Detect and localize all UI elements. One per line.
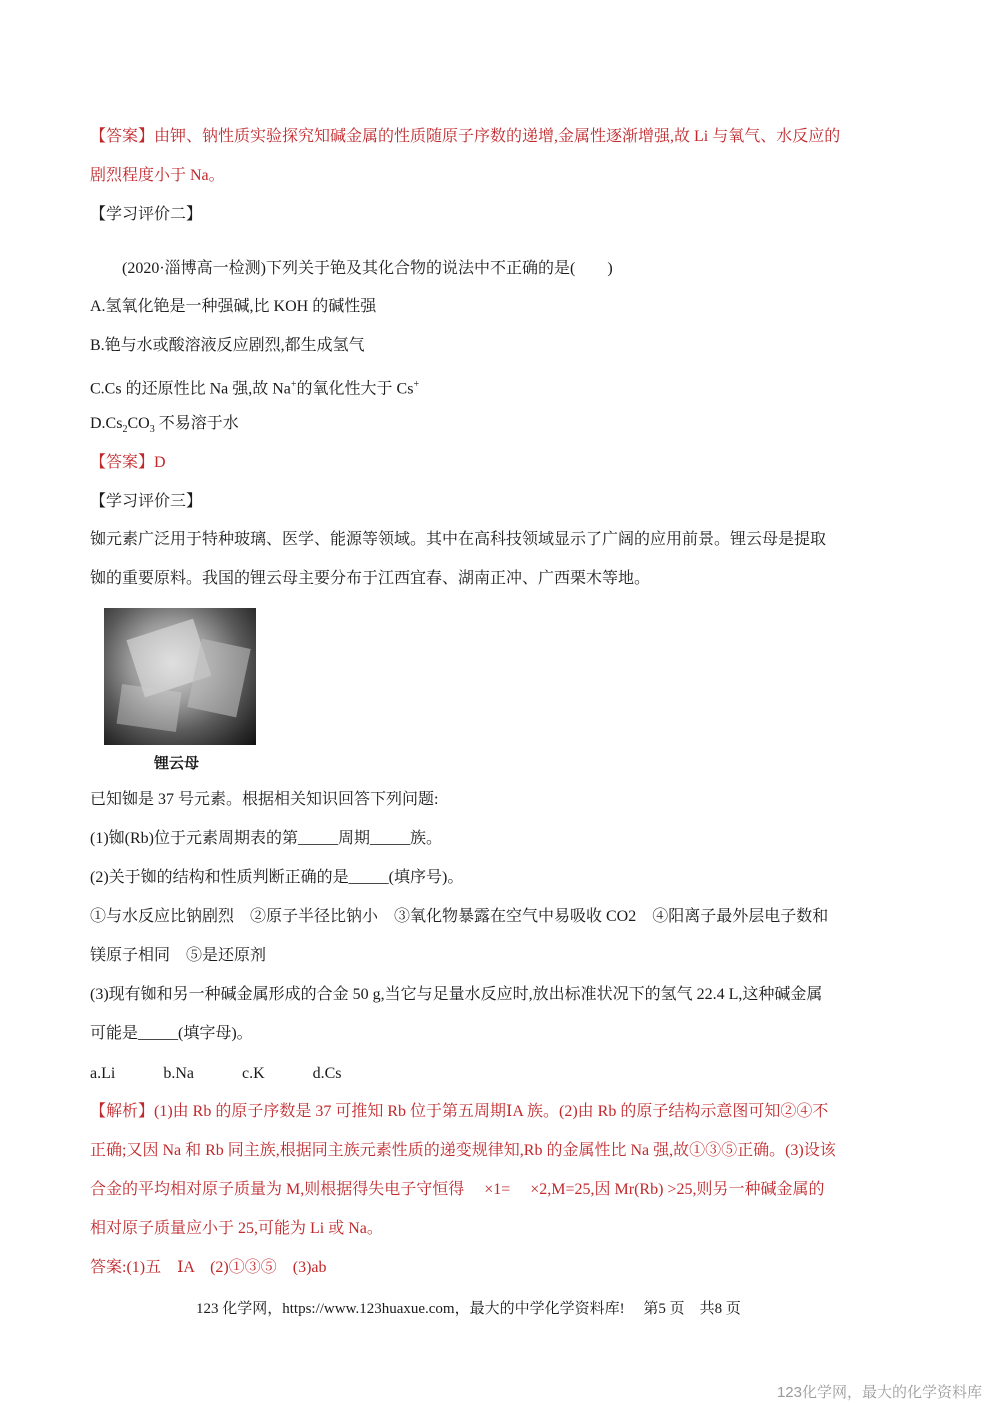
answer1-line2: 剧烈程度小于 Na。 (90, 167, 225, 184)
eval3-intro-line2: 铷的重要原料。我国的锂云母主要分布于江西宜春、湖南正冲、广西栗木等地。 (90, 570, 651, 587)
final-answer: 答案:(1)五 ⅠA (2)①③⑤ (3)ab (90, 1259, 327, 1276)
option-c-sup-2: + (413, 379, 420, 390)
option-c-sup-1: + (290, 379, 297, 390)
answer1-line1: 【答案】由钾、钠性质实验探究知碱金属的性质随原子序数的递增,金属性逐渐增强,故 Li 与氧气、水反应的 (90, 128, 841, 145)
photo-caption: 锂云母 (154, 755, 200, 772)
eval2-option-c (90, 373, 419, 401)
eval2-question: (2020·淄博高一检测)下列关于铯及其化合物的说法中不正确的是( ) (122, 260, 613, 277)
eval2-option-b: B.铯与水或酸溶液反应剧烈,都生成氢气 (90, 337, 365, 354)
eval2-option-d (90, 412, 239, 442)
analysis-line4: 相对原子质量应小于 25,可能为 Li 或 Na。 (90, 1220, 383, 1237)
option-c-text-2: 的氧化性大于 Cs (296, 380, 414, 398)
option-c-text-1: C.Cs 的还原性比 Na 强,故 Na (90, 380, 291, 398)
known-statement: 已知铷是 37 号元素。根据相关知识回答下列问题: (90, 791, 439, 808)
lepidolite-photo (104, 608, 256, 745)
option-d-text-2: CO (127, 415, 150, 432)
eval2-heading: 【学习评价二】 (90, 206, 203, 223)
analysis-line3: 合金的平均相对原子质量为 M,则根据得失电子守恒得 ×1= ×2,M=25,因 Mr(Rb) >25,则另一种碱金属的 (90, 1181, 825, 1198)
option-d-sub-1: 2 (122, 424, 128, 436)
eval2-answer: 【答案】D (90, 454, 166, 471)
eval3-heading: 【学习评价三】 (90, 493, 203, 510)
question-2: (2)关于铷的结构和性质判断正确的是_____(填序号)。 (90, 869, 464, 886)
option-d-text-3: 不易溶于水 (154, 415, 239, 432)
question-3-line2: 可能是_____(填字母)。 (90, 1025, 253, 1042)
question-3-options: a.Li b.Na c.K d.Cs (90, 1065, 342, 1082)
question-2-options-line2: 镁原子相同 ⑤是还原剂 (90, 947, 267, 964)
option-d-text-1: D.Cs (90, 415, 123, 432)
eval2-option-a: A.氢氧化铯是一种强碱,比 KOH 的碱性强 (90, 298, 377, 315)
site-watermark: 123化学网，最大的化学资料库 (776, 1384, 982, 1401)
question-1: (1)铷(Rb)位于元素周期表的第_____周期_____族。 (90, 830, 442, 847)
option-d-sub-2: 3 (149, 424, 155, 436)
analysis-line2: 正确;又因 Na 和 Rb 同主族,根据同主族元素性质的递变规律知,Rb 的金属性比 Na 强,故①③⑤正确。(3)设该 (90, 1142, 836, 1159)
eval3-intro-line1: 铷元素广泛用于特种玻璃、医学、能源等领域。其中在高科技领域显示了广阔的应用前景。锂云母是提取 (90, 531, 827, 548)
question-3-line1: (3)现有铷和另一种碱金属形成的合金 50 g,当它与足量水反应时,放出标准状况下的氢气 22.4 L,这种碱金属 (90, 986, 823, 1003)
analysis-line1: 【解析】(1)由 Rb 的原子序数是 37 可推知 Rb 位于第五周期ⅠA 族。(2)由 Rb 的原子结构示意图可知②④不 (90, 1103, 829, 1120)
page-footer: 123 化学网，https://www.123huaxue.com，最大的中学化学资料库! 第5 页 共8 页 (196, 1301, 741, 1317)
question-2-options-line1: ①与水反应比钠剧烈 ②原子半径比钠小 ③氧化物暴露在空气中易吸收 CO2 ④阳离子最外层电子数和 (90, 908, 829, 925)
